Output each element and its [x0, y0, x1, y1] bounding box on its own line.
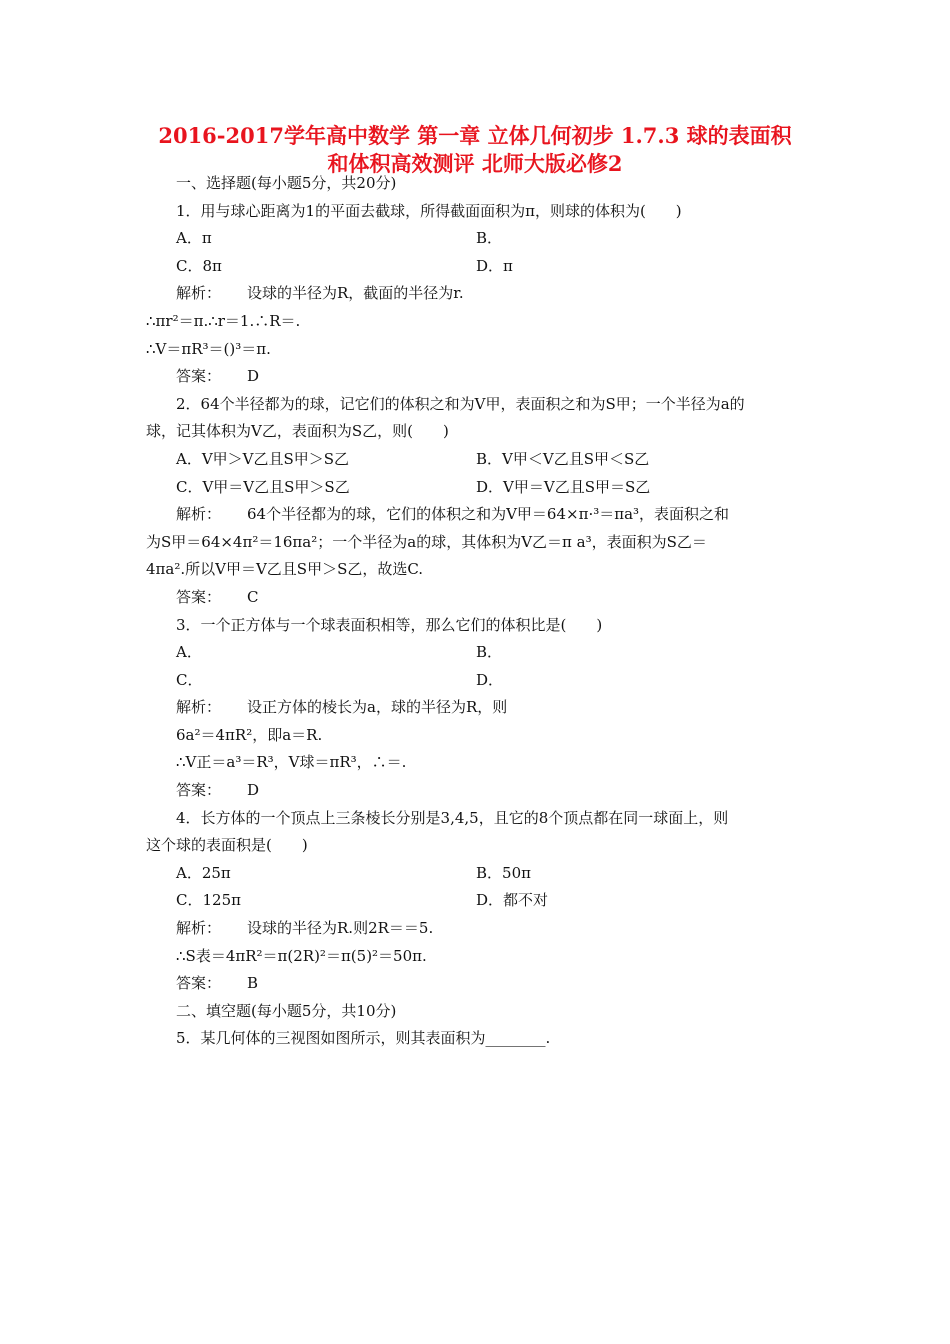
q2-answer-value: C	[247, 587, 259, 606]
q3-option-b: B．	[476, 643, 503, 662]
q2-analysis-line-1: 64个半径都为的球，它们的体积之和为V甲＝64×π·³＝πa³，表面积之和	[247, 505, 730, 524]
q1-options-row-2	[146, 253, 816, 281]
q2-option-b: B．V甲＜V乙且S甲＜S乙	[476, 449, 650, 468]
q2-stem-line-1: 2．64个半径都为的球，记它们的体积之和为V甲，表面积之和为S甲；一个半径为a的	[176, 394, 745, 413]
q4-analysis-line-1: ∴S表＝4πR²＝π(2R)²＝π(5)²＝50π.	[176, 946, 427, 965]
q4-options-row-1	[146, 860, 816, 888]
q1-stem: 1．用与球心距离为1的平面去截球，所得截面面积为π，则球的体积为( )	[176, 201, 682, 220]
q1-option-c: C．8π	[176, 256, 222, 275]
title-line-1: 2016-2017学年高中数学 第一章 立体几何初步 1.7.3 球的表面积	[158, 123, 792, 148]
q4-answer-label: 答案：	[176, 974, 222, 993]
q4-option-c: C．125π	[176, 891, 241, 910]
q4-analysis-label: 解析：	[176, 919, 222, 938]
q5-stem: 5．某几何体的三视图如图所示，则其表面积为________.	[176, 1029, 551, 1048]
q4-stem-line-2: 这个球的表面积是( )	[146, 836, 308, 855]
q3-analysis-label: 解析：	[176, 698, 222, 717]
q1-option-a: A．π	[176, 229, 212, 248]
q3-option-a: A．	[176, 643, 202, 662]
q3-option-c: C．	[176, 670, 203, 689]
q1-analysis-text: 设球的半径为R，截面的半径为r.	[247, 284, 464, 303]
q3-analysis-text: 设正方体的棱长为a，球的半径为R，则	[247, 698, 508, 717]
q3-answer-value: D	[247, 781, 260, 800]
q1-answer-label: 答案：	[176, 367, 222, 386]
q4-answer	[146, 970, 816, 998]
q4-option-b: B．50π	[476, 863, 531, 882]
q2-answer	[146, 584, 816, 612]
q1-analysis	[146, 280, 816, 308]
document-body	[146, 170, 816, 1053]
q2-analysis	[146, 501, 816, 529]
q2-options-row-2	[146, 474, 816, 502]
q2-answer-label: 答案：	[176, 587, 222, 606]
q4-analysis	[146, 915, 816, 943]
q1-answer	[146, 363, 816, 391]
q1-option-d: D．π	[476, 256, 513, 275]
q1-analysis-label: 解析：	[176, 284, 222, 303]
q1-analysis-line-1: ∴πr²＝π.∴r＝1.∴R＝.	[146, 311, 301, 330]
q3-analysis-line-1: 6a²＝4πR²，即a＝R.	[176, 725, 323, 744]
q2-stem-line-2: 球，记其体积为V乙，表面积为S乙，则( )	[146, 422, 449, 441]
section-heading-choice: 一、选择题(每小题5分，共20分)	[176, 174, 397, 192]
q2-options-row-1	[146, 446, 816, 474]
q3-analysis	[146, 694, 816, 722]
q3-stem: 3．一个正方体与一个球表面积相等，那么它们的体积比是( )	[176, 615, 603, 634]
q3-options-row-2	[146, 667, 816, 695]
q2-option-c: C．V甲＝V乙且S甲＞S乙	[176, 477, 350, 496]
section-heading-fill: 二、填空题(每小题5分，共10分)	[176, 1001, 397, 1020]
q3-answer-label: 答案：	[176, 781, 222, 800]
q3-analysis-line-2: ∴V正＝a³＝R³，V球＝πR³，∴＝.	[176, 753, 407, 772]
q1-analysis-line-2: ∴V＝πR³＝()³＝π.	[146, 339, 271, 358]
q2-analysis-label: 解析：	[176, 505, 222, 524]
q4-option-d: D．都不对	[476, 891, 549, 910]
q3-option-d: D．	[476, 670, 504, 689]
q2-option-d: D．V甲＝V乙且S甲＝S乙	[476, 477, 651, 496]
q1-option-b: B．	[476, 229, 503, 248]
q2-analysis-line-2: 为S甲＝64×4π²＝16πa²；一个半径为a的球，其体积为V乙＝π a³，表面积为S乙＝	[146, 532, 707, 551]
title-line-2: 和体积高效测评 北师大版必修2	[327, 151, 623, 176]
q1-answer-value: D	[247, 367, 260, 386]
q2-option-a: A．V甲＞V乙且S甲＞S乙	[176, 449, 350, 468]
q4-option-a: A．25π	[176, 863, 231, 882]
q2-analysis-line-3: 4πa².所以V甲＝V乙且S甲＞S乙，故选C.	[146, 560, 424, 579]
q4-analysis-text: 设球的半径为R.则2R＝＝5.	[247, 919, 434, 938]
q4-stem-line-1: 4．长方体的一个顶点上三条棱长分别是3,4,5，且它的8个顶点都在同一球面上，则	[176, 808, 729, 827]
q4-options-row-2	[146, 887, 816, 915]
q1-options-row-1	[146, 225, 816, 253]
q3-options-row-1	[146, 639, 816, 667]
q4-answer-value: B	[247, 974, 259, 993]
q3-answer	[146, 777, 816, 805]
